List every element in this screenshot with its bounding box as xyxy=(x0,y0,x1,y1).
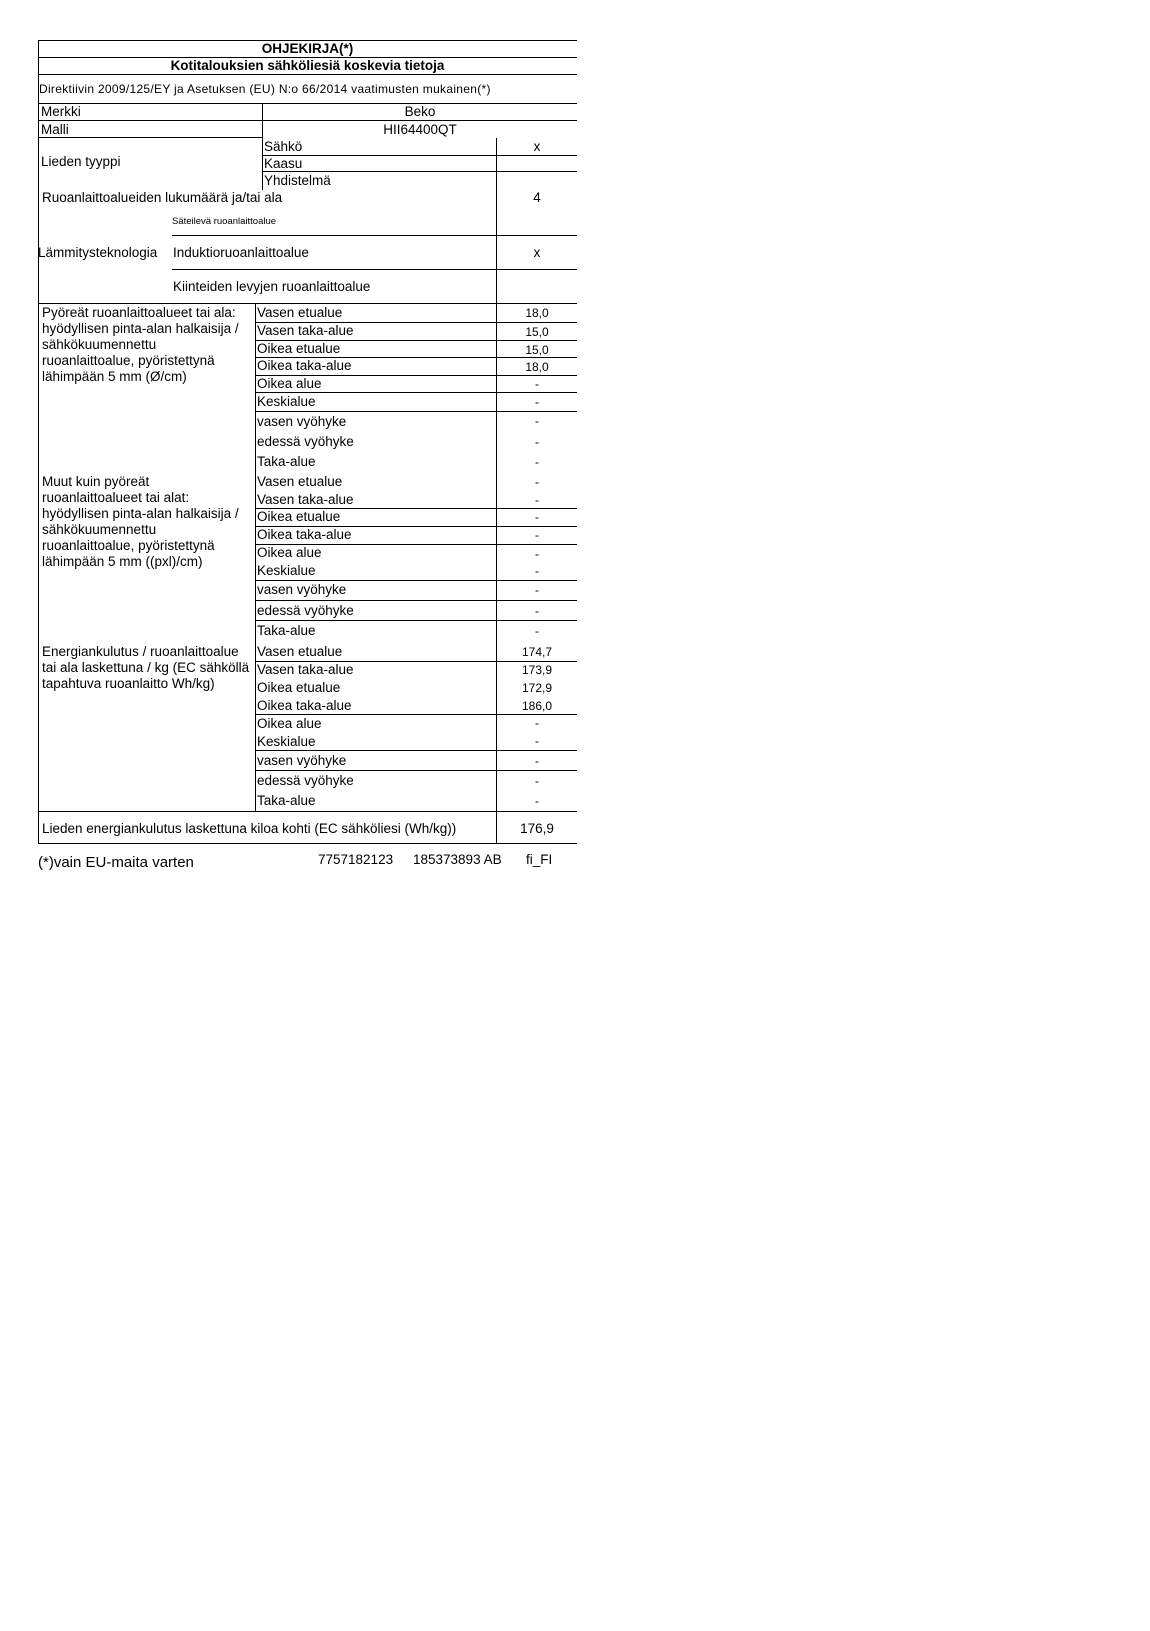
nonround-zone-value: - xyxy=(535,604,539,618)
brand-label: Merkki xyxy=(41,104,81,119)
nonround-zone-value: - xyxy=(535,583,539,597)
col-divider xyxy=(262,138,263,190)
nonround-zones-label: Muut kuin pyöreät ruoanlaittoalueet tai alat: hyödyllisen pinta-alan halkaisija / sähkökuumennettu ruoanlaittoalue, pyöristettynä lähimpään 5 mm ((pxl)/cm) xyxy=(42,474,239,569)
rule xyxy=(172,269,577,270)
model-value: HII64400QT xyxy=(383,122,457,137)
energy-zone-value: - xyxy=(535,754,539,768)
nonround-zone-label: Oikea alue xyxy=(257,545,322,560)
footer-code-1: 7757182123 xyxy=(318,852,394,867)
energy-zone-label: Vasen etualue xyxy=(257,644,343,659)
rule xyxy=(172,235,577,236)
energy-zone-label: Oikea etualue xyxy=(257,680,341,695)
heating-solid-plate: Kiinteiden levyjen ruoanlaittoalue xyxy=(173,279,371,294)
rule xyxy=(255,392,577,393)
round-zone-value: 15,0 xyxy=(525,325,549,339)
rule xyxy=(263,171,577,172)
doc-title: OHJEKIRJA(*) xyxy=(261,41,354,56)
nonround-zone-value: - xyxy=(535,510,539,524)
stove-type-electric-value: x xyxy=(533,139,541,154)
round-zones-label: Pyöreät ruoanlaittoalueet tai ala: hyödyllisen pinta-alan halkaisija / sähkökuumennettu ruoanlaittoalue, pyöristettynä lähimpään 5 mm (Ø/cm) xyxy=(42,305,239,384)
rule xyxy=(38,137,263,138)
stove-type-combined: Yhdistelmä xyxy=(264,173,331,188)
nonround-zone-label: edessä vyöhyke xyxy=(257,603,354,618)
heating-radiant: Säteilevä ruoanlaittoalue xyxy=(172,216,277,227)
footer-code-2: 185373893 AB xyxy=(413,852,502,867)
total-energy-label: Lieden energiankulutus laskettuna kiloa kohti (EC sähköliesi (Wh/kg)) xyxy=(42,821,457,836)
rule xyxy=(255,411,577,412)
energy-zone-value: - xyxy=(535,794,539,808)
energy-zone-value: - xyxy=(535,774,539,788)
rule xyxy=(38,74,577,75)
footer-locale: fi_FI xyxy=(526,852,553,867)
rule xyxy=(38,811,577,812)
energy-zone-label: edessä vyöhyke xyxy=(257,773,354,788)
rule xyxy=(38,843,577,844)
col-divider xyxy=(496,138,497,303)
rule xyxy=(38,120,577,121)
energy-zone-label: Keskialue xyxy=(257,734,316,749)
nonround-zone-value: - xyxy=(535,564,539,578)
total-energy-value: 176,9 xyxy=(520,821,554,836)
directive-text: Direktiivin 2009/125/EY ja Asetuksen (EU) N:o 66/2014 vaatimusten mukainen(*) xyxy=(39,82,491,96)
stove-type-electric: Sähkö xyxy=(264,139,303,154)
energy-zone-value: 173,9 xyxy=(521,663,553,677)
rule xyxy=(263,155,577,156)
energy-zones-label: Energiankulutus / ruoanlaittoalue tai ala laskettuna / kg (EC sähköllä tapahtuva ruoanlaitto Wh/kg) xyxy=(42,644,250,691)
nonround-zone-value: - xyxy=(535,624,539,638)
rule xyxy=(255,600,577,601)
round-zone-value: 15,0 xyxy=(525,343,549,357)
nonround-zone-label: Oikea etualue xyxy=(257,509,341,524)
nonround-zone-label: Taka-alue xyxy=(257,623,316,638)
round-zone-value: 18,0 xyxy=(525,360,549,374)
energy-zone-label: vasen vyöhyke xyxy=(257,753,347,768)
round-zone-value: - xyxy=(535,435,539,449)
round-zone-value: - xyxy=(535,455,539,469)
rule xyxy=(255,770,577,771)
round-zone-label: Taka-alue xyxy=(257,454,316,469)
rule xyxy=(255,750,577,751)
round-zone-label: vasen vyöhyke xyxy=(257,414,347,429)
energy-zone-value: - xyxy=(535,716,539,730)
energy-zone-label: Vasen taka-alue xyxy=(257,662,354,677)
energy-zone-label: Oikea alue xyxy=(257,716,322,731)
nonround-zone-label: Keskialue xyxy=(257,563,316,578)
energy-zone-value: - xyxy=(535,734,539,748)
round-zone-label: Vasen taka-alue xyxy=(257,323,354,338)
energy-zone-value: 172,9 xyxy=(521,681,553,695)
nonround-zone-value: - xyxy=(535,493,539,507)
heating-induction-value: x xyxy=(533,245,541,260)
zones-count-label: Ruoanlaittoalueiden lukumäärä ja/tai ala xyxy=(42,190,283,205)
brand-value: Beko xyxy=(404,104,436,119)
heating-induction: Induktioruoanlaittoalue xyxy=(173,245,309,260)
round-zone-label: Keskialue xyxy=(257,394,316,409)
zones-count-value: 4 xyxy=(533,190,541,205)
round-zone-value: - xyxy=(535,377,539,391)
nonround-zone-label: Vasen etualue xyxy=(257,474,343,489)
round-zone-label: Oikea etualue xyxy=(257,341,341,356)
nonround-zone-value: - xyxy=(535,528,539,542)
nonround-zone-label: Oikea taka-alue xyxy=(257,527,352,542)
footer-note: (*)vain EU-maita varten xyxy=(38,854,194,871)
table-left-border xyxy=(38,304,39,843)
nonround-zone-label: Vasen taka-alue xyxy=(257,492,354,507)
nonround-zone-value: - xyxy=(535,475,539,489)
round-zone-value: - xyxy=(535,395,539,409)
round-zone-value: 18,0 xyxy=(525,306,549,320)
model-label: Malli xyxy=(41,122,69,137)
round-zone-label: Oikea alue xyxy=(257,376,322,391)
energy-zone-value: 174,7 xyxy=(521,645,553,659)
nonround-zone-value: - xyxy=(535,547,539,561)
energy-zone-label: Taka-alue xyxy=(257,793,316,808)
col-divider xyxy=(255,304,256,811)
stove-type-label: Lieden tyyppi xyxy=(41,154,121,169)
round-zone-label: Vasen etualue xyxy=(257,305,343,320)
energy-zone-label: Oikea taka-alue xyxy=(257,698,352,713)
heating-label: Lämmitysteknologia xyxy=(38,245,158,260)
round-zone-value: - xyxy=(535,414,539,428)
nonround-zone-label: vasen vyöhyke xyxy=(257,582,347,597)
rule xyxy=(255,620,577,621)
doc-subtitle: Kotitalouksien sähköliesiä koskevia tietoja xyxy=(170,58,445,73)
rule xyxy=(255,580,577,581)
energy-zone-value: 186,0 xyxy=(521,699,553,713)
round-zone-label: Oikea taka-alue xyxy=(257,358,352,373)
round-zone-label: edessä vyöhyke xyxy=(257,434,354,449)
table-left-border xyxy=(38,40,39,340)
stove-type-gas: Kaasu xyxy=(264,156,303,171)
col-divider xyxy=(262,103,263,138)
